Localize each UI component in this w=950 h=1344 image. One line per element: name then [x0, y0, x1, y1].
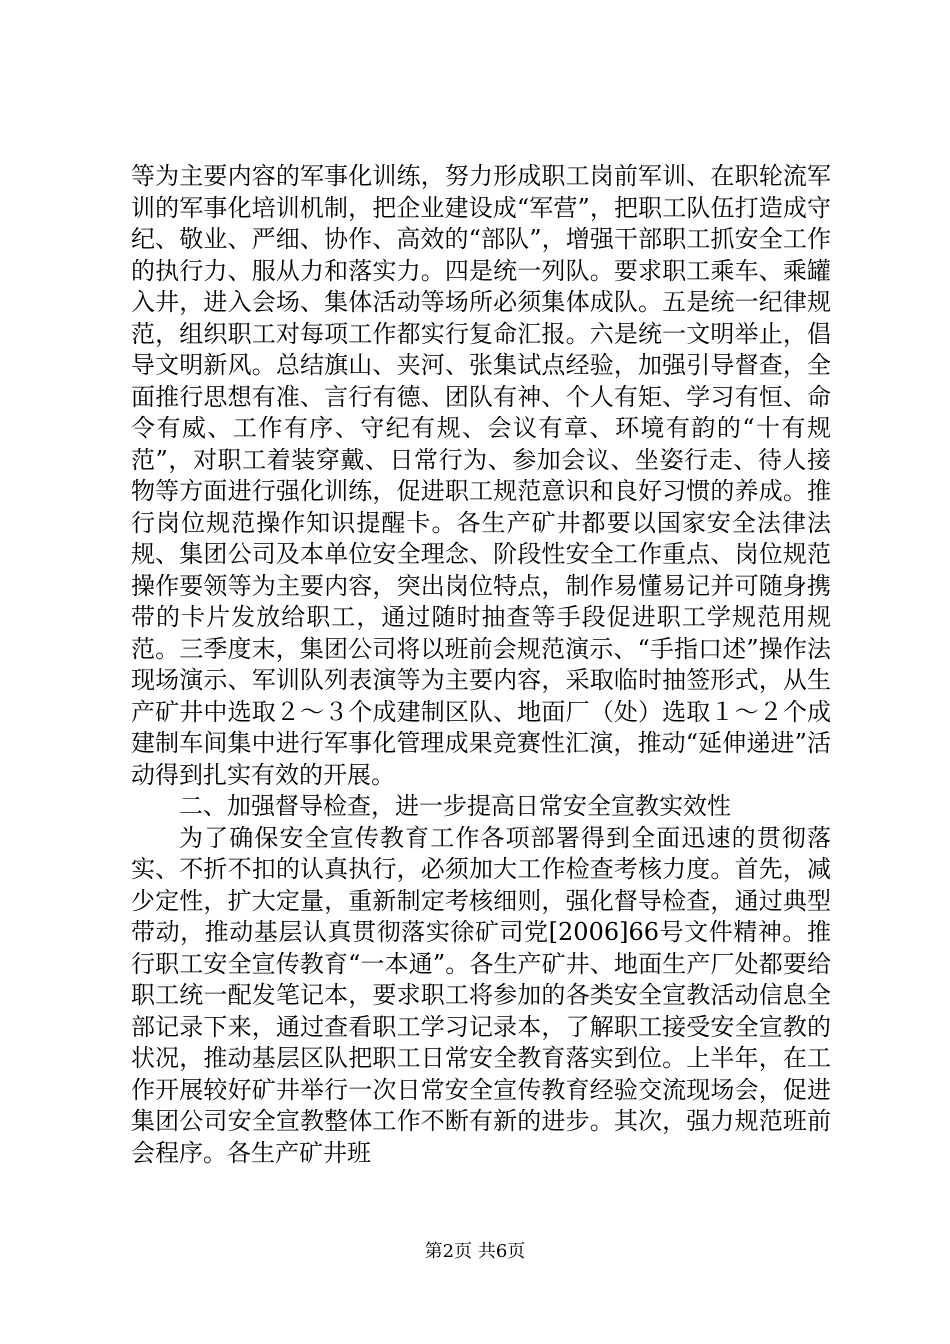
- page-number-footer: 第2页 共6页: [424, 1241, 526, 1262]
- body-paragraph: 等为主要内容的军事化训练，努力形成职工岗前军训、在职轮流军训的军事化培训机制，把企业建设成“军营”，把职工队伍打造成守纪、敬业、严细、协作、高效的“部队”，增强干部职工抓安全工作的执行力、服从力和落实力。四是统一列队。要求职工乘车、乘罐入井，进入会场、集体活动等场所必须集体成队。五是统一纪律规范，组织职工对每项工作都实行复命汇报。六是统一文明举止，倡导文明新风。总结旗山、夹河、张集试点经验，加强引导督查，全面推行思想有准、言行有德、团队有神、个人有矩、学习有恒、命令有威、工作有序、守纪有规、会议有章、环境有韵的“十有规范”，对职工着装穿戴、日常行为、参加会议、坐姿行走、待人接物等方面进行强化训练，促进职工规范意识和良好习惯的养成。推行岗位规范操作知识提醒卡。各生产矿井都要以国家安全法律法规、集团公司及本单位安全理念、阶段性安全工作重点、岗位规范操作要领等为主要内容，突出岗位特点，制作易懂易记并可随身携带的卡片发放给职工，通过随时抽查等手段促进职工学规范用规范。三季度末，集团公司将以班前会规范演示、“手指口述”操作法现场演示、军训队列表演等为主要内容，采取临时抽签形式，从生产矿井中选取２～３个成建制区队、地面厂（处）选取１～２个成建制车间集中进行军事化管理成果竞赛性汇演，推动“延伸递进”活动得到扎实有效的开展。: [131, 162, 831, 789]
- section-heading: 二、加强督导检查，进一步提高日常安全宣教实效性: [179, 792, 731, 820]
- body-paragraph: 为了确保安全宣传教育工作各项部署得到全面迅速的贯彻落实、不折不扣的认真执行，必须加大工作检查考核力度。首先，减少定性，扩大定量，重新制定考核细则，强化督导检查，通过典型带动，推动基层认真贯彻落实徐矿司党[2006]66号文件精神。推行职工安全宣传教育“一本通”。各生产矿井、地面生产厂处都要给职工统一配发笔记本，要求职工将参加的各类安全宣教活动信息全部记录下来，通过查看职工学习记录本，了解职工接受安全宣教的状况，推动基层区队把职工日常安全教育落实到位。上半年，在工作开展较好矿井举行一次日常安全宣传教育经验交流现场会，促进集团公司安全宣教整体工作不断有新的进步。其次，强力规范班前会程序。各生产矿井班: [131, 823, 831, 1167]
- document-body: [131, 161, 831, 1169]
